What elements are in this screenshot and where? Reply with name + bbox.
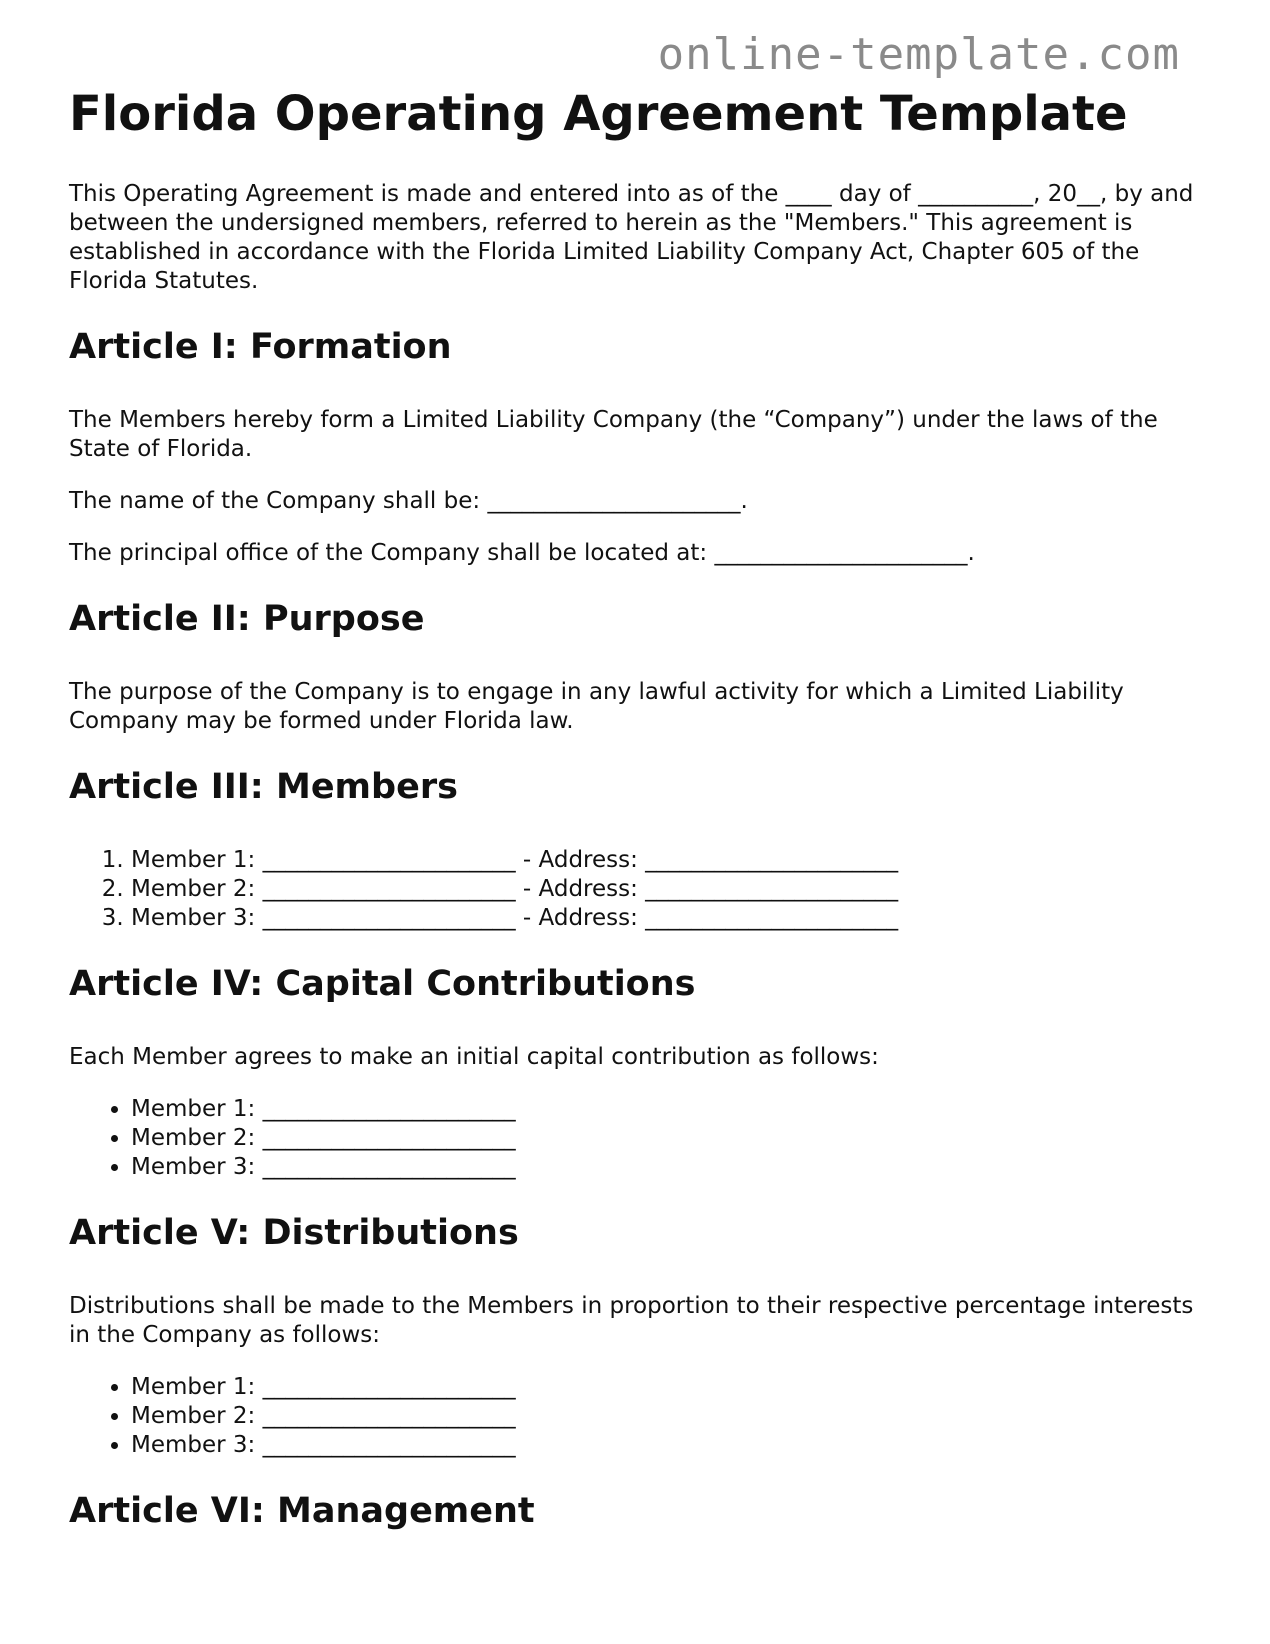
article-heading: Article VI: Management xyxy=(69,1490,535,1531)
list-item: • Member 2: ______________________ xyxy=(131,1124,1219,1153)
purpose-paragraph: The purpose of the Company is to engage in any lawful activity for which a Limited Liability Company may be formed under Florida law. xyxy=(69,678,1124,734)
members-list xyxy=(69,846,1219,933)
article-heading: Article III: Members xyxy=(69,766,458,807)
article-heading: Article II: Purpose xyxy=(69,598,425,639)
formation-paragraph: The Members hereby form a Limited Liability Company (the “Company”) under the laws of the State of Florida. xyxy=(69,406,1158,462)
watermark-text: online-template.com xyxy=(657,29,1180,80)
distributions-paragraph: Distributions shall be made to the Members in proportion to their respective percentage interests in the Company as follows: xyxy=(69,1292,1194,1348)
list-item: • Member 3: ______________________ xyxy=(131,1153,1219,1182)
article-capital-contributions xyxy=(69,963,1219,1182)
article-members xyxy=(69,766,1219,933)
list-item: 1. Member 1: ______________________ - Address: ______________________ xyxy=(131,846,1219,875)
article-formation xyxy=(69,326,1219,568)
capital-list xyxy=(69,1095,1219,1182)
company-name-line: The name of the Company shall be: ______________________. xyxy=(69,487,748,514)
article-purpose xyxy=(69,598,1219,736)
article-distributions xyxy=(69,1212,1219,1460)
principal-office-line: The principal office of the Company shall be located at: ______________________. xyxy=(69,539,975,566)
article-heading: Article V: Distributions xyxy=(69,1212,519,1253)
capital-paragraph: Each Member agrees to make an initial capital contribution as follows: xyxy=(69,1043,879,1070)
article-heading: Article I: Formation xyxy=(69,326,452,367)
list-item: 2. Member 2: ______________________ - Address: ______________________ xyxy=(131,875,1219,904)
article-heading: Article IV: Capital Contributions xyxy=(69,963,696,1004)
document-body xyxy=(69,86,1219,1570)
list-item: • Member 2: ______________________ xyxy=(131,1402,1219,1431)
list-item: 3. Member 3: ______________________ - Address: ______________________ xyxy=(131,904,1219,933)
list-item: • Member 1: ______________________ xyxy=(131,1373,1219,1402)
list-item: • Member 3: ______________________ xyxy=(131,1431,1219,1460)
intro-paragraph: This Operating Agreement is made and entered into as of the ____ day of __________, 20__, by and between the undersigned members, referred to herein as the "Members." This agreement is established in accordance with the Florida Limited Liability Company Act, Chapter 605 of the Florida Statutes. xyxy=(69,180,1194,294)
document-title: Florida Operating Agreement Template xyxy=(69,86,1128,142)
distributions-list xyxy=(69,1373,1219,1460)
list-item: • Member 1: ______________________ xyxy=(131,1095,1219,1124)
article-management xyxy=(69,1490,1219,1532)
